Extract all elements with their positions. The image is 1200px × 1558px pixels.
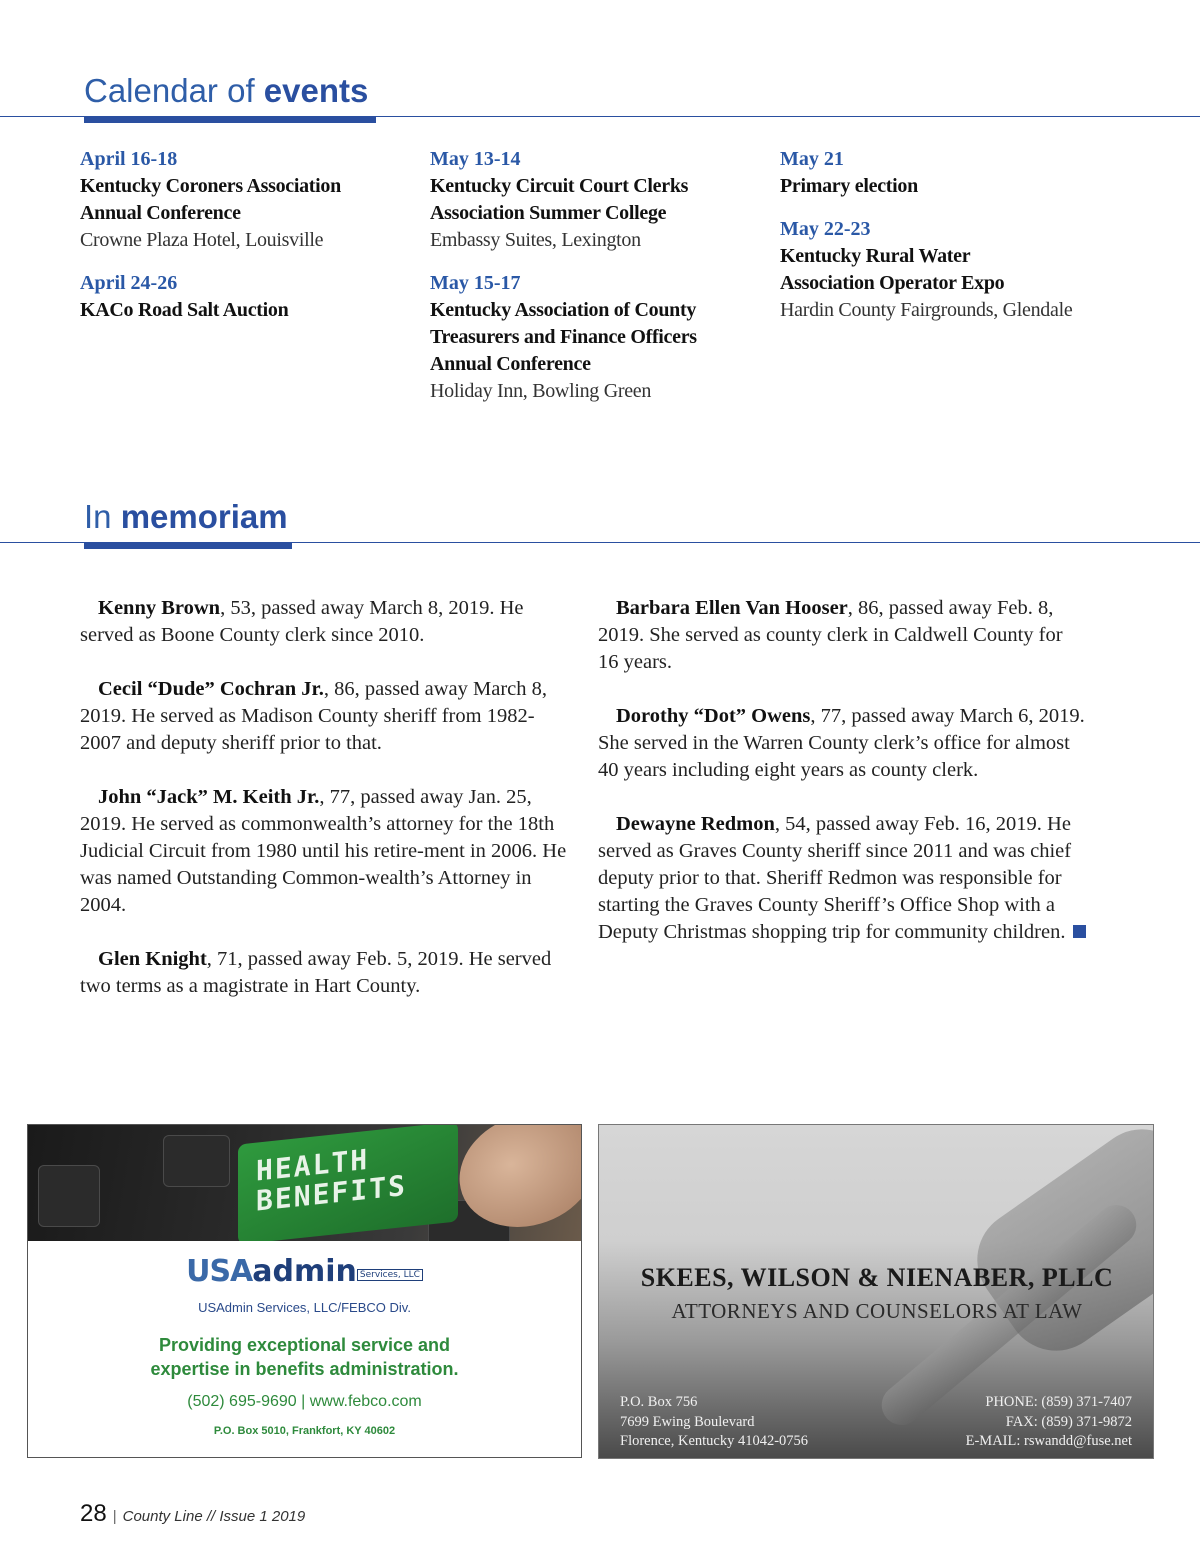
- event-item: [430, 270, 760, 405]
- obituary: John “Jack” M. Keith Jr., 77, passed away Jan. 25, 2019. He served as commonwealth’s attorney for the 18th Judicial Circuit from 1980 until his retire-ment in 2006. He was named Outstanding Common-wealth’s Attorney in 2004.: [80, 786, 567, 916]
- event-date: April 24-26: [80, 272, 178, 294]
- page-footer: 28 | County Line // Issue 1 2019: [80, 1500, 306, 1527]
- firm-name: SKEES, WILSON & NIENABER, PLLC: [640, 1263, 1114, 1292]
- keyboard-key: [38, 1165, 100, 1227]
- firm-contact: PHONE: (859) 371-7407 FAX: (859) 371-9872 E-MAIL: rswandd@fuse.net: [965, 1394, 1132, 1449]
- event-name: Association Summer College: [430, 202, 667, 224]
- event-item: [430, 146, 760, 254]
- obituary: Dorothy “Dot” Owens, 77, passed away March 6, 2019. She served in the Warren County clerk’s office for almost 40 years including eight years as county clerk.: [598, 705, 1085, 781]
- tagline: Providing exceptional service and expertise in benefits administration.: [150, 1335, 459, 1379]
- event-name: Kentucky Coroners Association: [80, 175, 341, 197]
- event-date: May 13-14: [430, 148, 521, 170]
- health-benefits-keyboard-photo: [28, 1125, 581, 1241]
- event-date: May 22-23: [780, 218, 871, 240]
- keyboard-key: [163, 1135, 230, 1187]
- firm-address: P.O. Box 756 7699 Ewing Boulevard Florence, Kentucky 41042-0756: [620, 1394, 809, 1449]
- mailing-address: P.O. Box 5010, Frankfort, KY 40602: [213, 1425, 396, 1437]
- event-item: [780, 146, 1140, 200]
- usadmin-logo: USAadmin Services, LLC: [28, 1255, 581, 1292]
- calendar-title: Calendar of events: [84, 72, 369, 109]
- event-venue: Embassy Suites, Lexington: [430, 229, 641, 251]
- obituary: Barbara Ellen Van Hooser, 86, passed away Feb. 8, 2019. She served as county clerk in Caldwell County for 16 years.: [598, 597, 1063, 673]
- event-date: May 21: [780, 148, 844, 170]
- event-name: Association Operator Expo: [780, 272, 1005, 294]
- obituary: Glen Knight, 71, passed away Feb. 5, 2019. He served two terms as a magistrate in Hart County.: [80, 948, 552, 997]
- memoriam-accent-bar: [84, 542, 292, 549]
- event-name: Primary election: [780, 175, 918, 197]
- law-firm-ad[interactable]: [598, 1124, 1154, 1459]
- event-item: [80, 270, 410, 324]
- event-item: [80, 146, 410, 254]
- firm-subtitle: ATTORNEYS AND COUNSELORS AT LAW: [671, 1299, 1083, 1323]
- event-name: Kentucky Rural Water: [780, 245, 971, 267]
- event-name: Kentucky Association of County: [430, 299, 697, 321]
- event-name: KACo Road Salt Auction: [80, 299, 289, 321]
- event-date: May 15-17: [430, 272, 521, 294]
- end-mark-icon: [1073, 925, 1086, 938]
- contact-info: (502) 695-9690 | www.febco.com: [187, 1393, 422, 1410]
- memoriam-column-right: [598, 595, 1088, 973]
- usadmin-ad-body: [28, 1241, 581, 1437]
- memoriam-column-left: [80, 595, 570, 1027]
- calendar-column-3: [780, 146, 1140, 340]
- calendar-column-2: [430, 146, 760, 421]
- event-venue: Holiday Inn, Bowling Green: [430, 380, 652, 402]
- event-name: Treasurers and Finance Officers: [430, 326, 697, 348]
- publication-info: County Line // Issue 1 2019: [122, 1508, 306, 1525]
- event-item: [780, 216, 1140, 324]
- calendar-column-1: [80, 146, 410, 340]
- event-venue: Hardin County Fairgrounds, Glendale: [780, 299, 1073, 321]
- page-number: 28: [80, 1500, 107, 1527]
- health-benefits-key: HEALTH BENEFITS: [238, 1125, 458, 1241]
- calendar-accent-bar: [84, 116, 376, 123]
- company-name: USAdmin Services, LLC/FEBCO Div.: [198, 1300, 411, 1315]
- event-name: Annual Conference: [80, 202, 241, 224]
- obituary: Cecil “Dude” Cochran Jr., 86, passed away March 8, 2019. He served as Madison County sheriff from 1982-2007 and deputy sheriff prior to that.: [80, 678, 548, 754]
- event-name: Kentucky Circuit Court Clerks: [430, 175, 689, 197]
- event-name: Annual Conference: [430, 353, 591, 375]
- event-date: April 16-18: [80, 148, 178, 170]
- memoriam-title: In memoriam: [84, 498, 288, 535]
- usadmin-ad[interactable]: [27, 1124, 582, 1458]
- event-venue: Crowne Plaza Hotel, Louisville: [80, 229, 324, 251]
- obituary: Dewayne Redmon, 54, passed away Feb. 16, 2019. He served as Graves County sheriff since 2011 and was chief deputy prior to that. Sheriff Redmon was responsible for starting the Graves County Sheriff’s Office Shop with a Deputy Christmas shopping trip for community children.: [598, 811, 1088, 946]
- obituary: Kenny Brown, 53, passed away March 8, 2019. He served as Boone County clerk since 2010.: [80, 597, 524, 646]
